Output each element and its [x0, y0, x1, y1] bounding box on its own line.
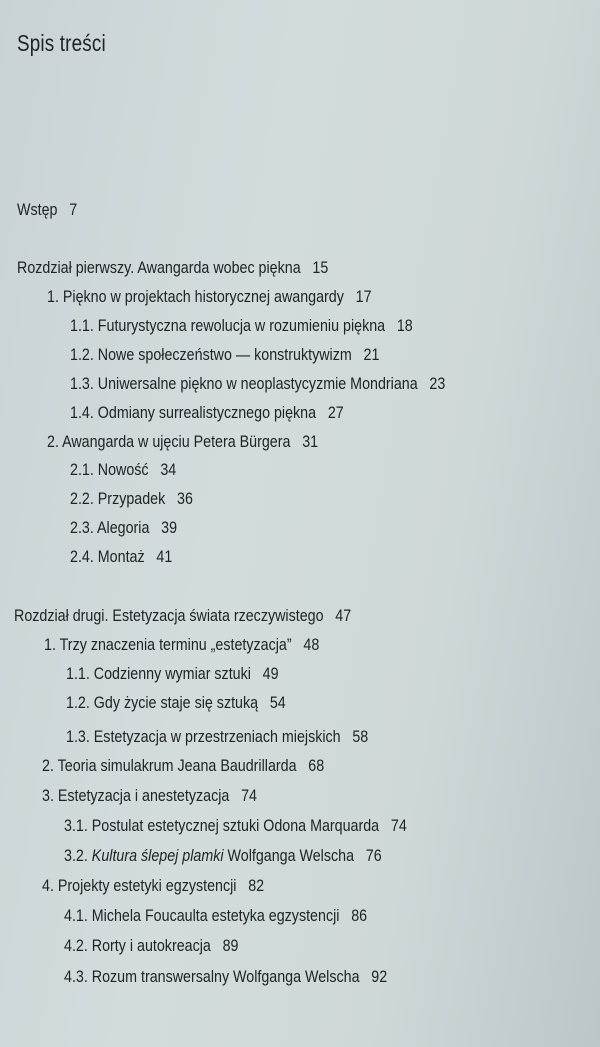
toc-entry-page: 92 — [371, 967, 388, 986]
toc-entry-label: 1.4. Odmiany surrealistycznego piękna — [70, 403, 317, 422]
toc-entry-label-italic: Kultura ślepej plamki — [91, 846, 224, 865]
toc-entry-label: 1.3. Estetyzacja w przestrzeniach miejskich — [66, 727, 341, 746]
toc-entry-label: 4.2. Rorty i autokreacja — [64, 936, 211, 955]
toc-subsection — [70, 518, 177, 538]
toc-entry-label: Rozdział drugi. Estetyzacja świata rzeczywistego — [14, 606, 324, 625]
toc-entry-label: 4.3. Rozum transwersalny Wolfganga Welscha — [64, 967, 360, 986]
toc-entry-page: 34 — [160, 460, 177, 479]
toc-entry-page: 17 — [355, 287, 372, 306]
toc-subsection — [70, 374, 445, 394]
toc-entry-label: 1.1. Codzienny wymiar sztuki — [66, 664, 251, 683]
toc-entry-page: 27 — [327, 403, 344, 422]
toc-entry-label-prefix: 3.2. — [64, 846, 88, 865]
toc-entry-label: 1.2. Gdy życie staje się sztuką — [66, 693, 259, 712]
toc-section — [47, 287, 372, 307]
toc-subsection — [66, 693, 286, 713]
toc-entry-label: 3.1. Postulat estetycznej sztuki Odona Marquarda — [64, 816, 380, 835]
toc-entry-label: 1. Trzy znaczenia terminu „estetyzacja” — [44, 635, 292, 654]
toc-entry-page: 7 — [69, 200, 78, 219]
toc-subsection — [70, 316, 413, 336]
toc-entry-page: 54 — [269, 693, 286, 712]
toc-subsection — [66, 664, 279, 684]
toc-entry-page: 47 — [335, 606, 352, 625]
toc-entry-page: 89 — [222, 936, 239, 955]
toc-entry-page: 31 — [302, 432, 319, 451]
toc-section — [42, 786, 257, 806]
toc-section — [42, 756, 324, 776]
toc-entry-page: 48 — [303, 635, 320, 654]
toc-subsection — [70, 460, 176, 480]
toc-subsection — [64, 936, 238, 956]
toc-entry-label-suffix: Wolfganga Welscha — [227, 846, 355, 865]
toc-subsection — [66, 727, 368, 747]
toc-entry — [17, 200, 77, 220]
toc-subsection — [70, 403, 344, 423]
toc-entry-label: 1.3. Uniwersalne piękno w neoplastycyzmie Mondriana — [70, 374, 418, 393]
toc-subsection — [64, 967, 387, 987]
toc-section — [47, 432, 318, 452]
toc-entry-label: 2.3. Alegoria — [70, 518, 150, 537]
toc-subsection — [64, 906, 367, 926]
toc-subsection — [70, 345, 379, 365]
toc-section — [42, 876, 264, 896]
toc-subsection — [70, 547, 172, 567]
toc-entry-page: 15 — [312, 258, 329, 277]
toc-entry-page: 68 — [308, 756, 325, 775]
toc-chapter — [17, 258, 328, 278]
toc-subsection — [64, 846, 382, 866]
toc-subsection — [70, 489, 193, 509]
toc-entry-page: 49 — [262, 664, 279, 683]
toc-entry-label: 2. Awangarda w ujęciu Petera Bürgera — [47, 432, 291, 451]
toc-entry-page: 76 — [365, 846, 382, 865]
toc-chapter — [14, 606, 351, 626]
toc-entry-label: 2.2. Przypadek — [70, 489, 166, 508]
toc-entry-page: 74 — [241, 786, 257, 805]
toc-entry-label: 4. Projekty estetyki egzystencji — [42, 876, 237, 895]
toc-subsection — [64, 816, 407, 836]
toc-entry-page: 39 — [161, 518, 178, 537]
toc-entry-label: Rozdział pierwszy. Awangarda wobec piękna — [17, 258, 301, 277]
toc-entry-page: 21 — [363, 345, 380, 364]
toc-entry-label: 2. Teoria simulakrum Jeana Baudrillarda — [42, 756, 297, 775]
toc-entry-page: 86 — [351, 906, 368, 925]
toc-entry-page: 18 — [396, 316, 413, 335]
toc-entry-page: 74 — [390, 816, 407, 835]
toc-entry-label: 2.1. Nowość — [70, 460, 149, 479]
toc-entry-label: 1.1. Futurystyczna rewolucja w rozumieniu piękna — [70, 316, 386, 335]
toc-entry-label: 1. Piękno w projektach historycznej awangardy — [47, 287, 344, 306]
toc-entry-label: Wstęp — [17, 200, 58, 219]
toc-entry-page: 82 — [248, 876, 265, 895]
toc-entry-label: 2.4. Montaż — [70, 547, 145, 566]
toc-entry-label: 4.1. Michela Foucaulta estetyka egzystencji — [64, 906, 340, 925]
toc-entry-page: 36 — [177, 489, 193, 508]
toc-entry-label: 3. Estetyzacja i anestetyzacja — [42, 786, 230, 805]
toc-entry-page: 41 — [156, 547, 173, 566]
page-title: Spis treści — [17, 30, 106, 56]
toc-section — [44, 635, 319, 655]
toc-entry-page: 23 — [429, 374, 446, 393]
toc-entry-label: 1.2. Nowe społeczeństwo — konstruktywizm — [70, 345, 352, 364]
toc-entry-page: 58 — [352, 727, 369, 746]
